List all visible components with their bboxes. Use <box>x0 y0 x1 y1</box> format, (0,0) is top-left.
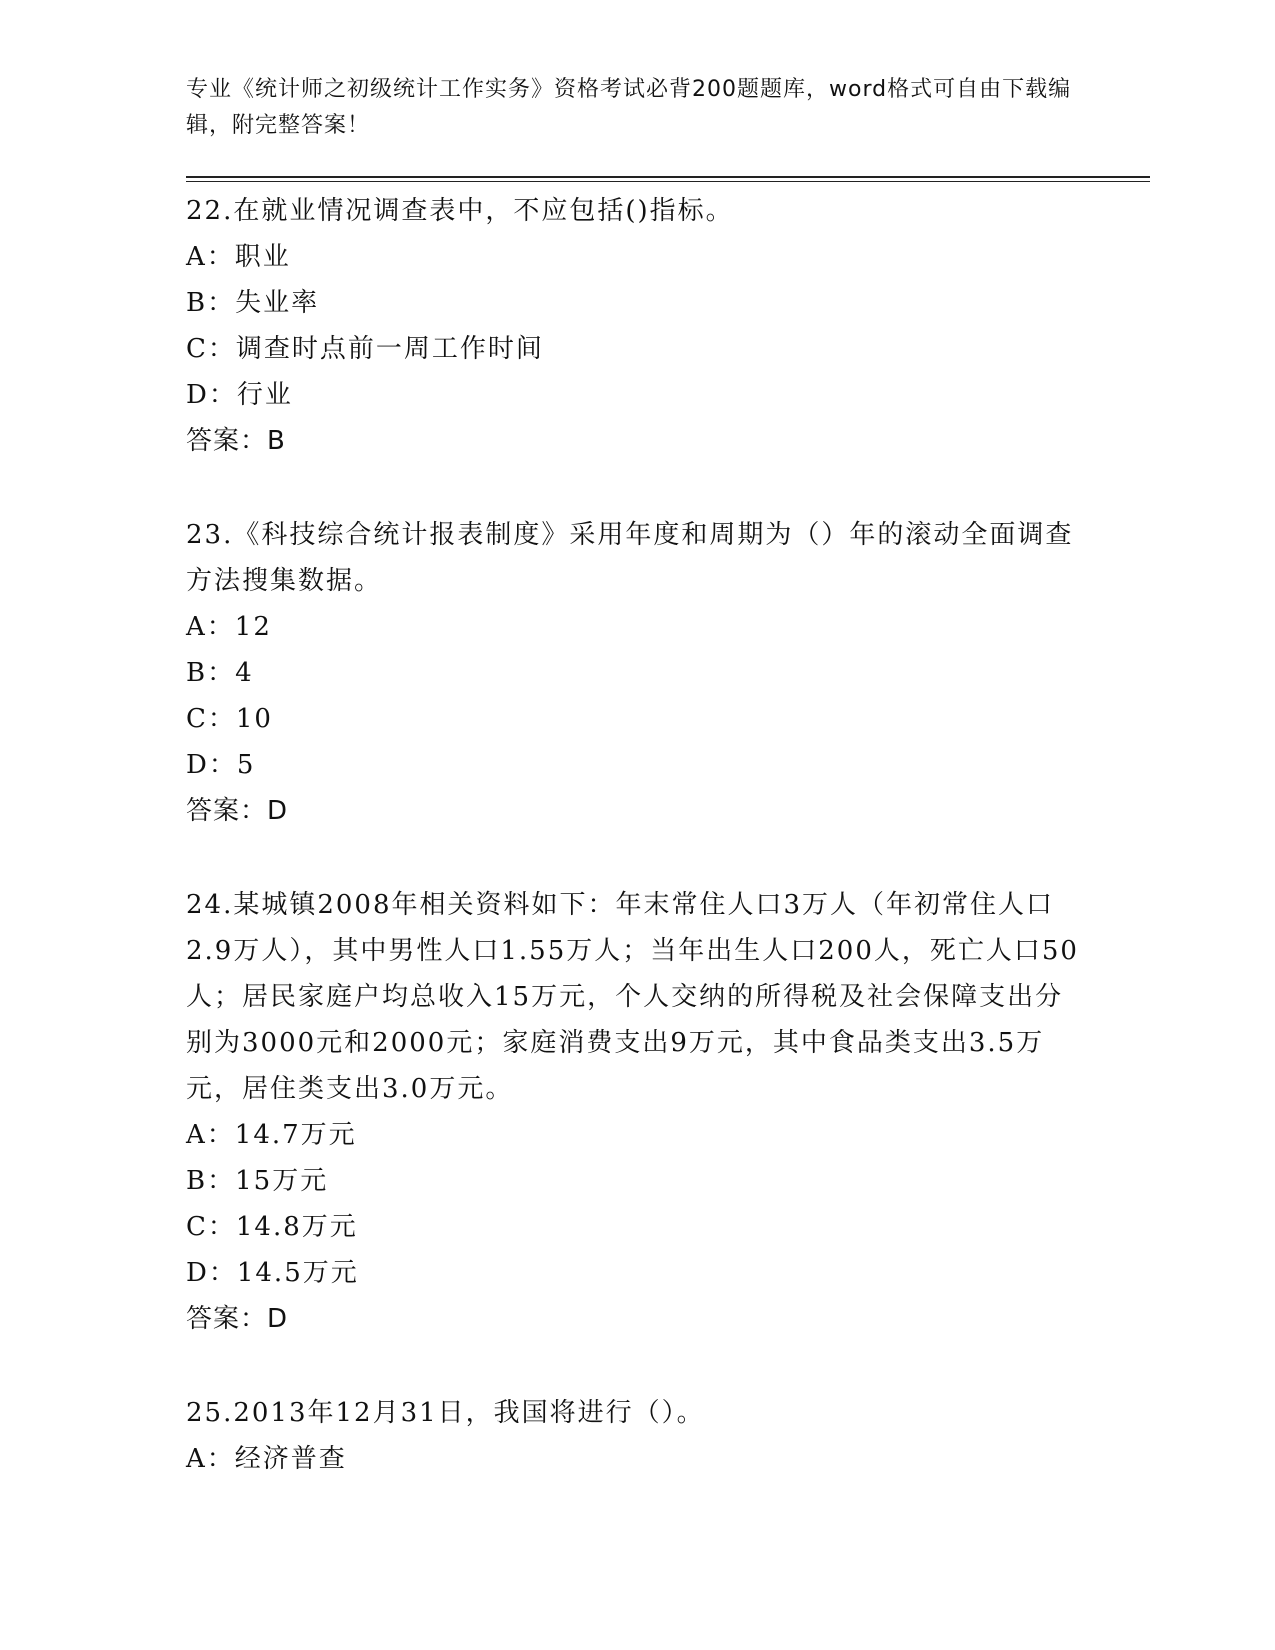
option-c: C：调查时点前一周工作时间 <box>186 334 544 364</box>
question-gap <box>186 834 1086 882</box>
question-stem: 24.某城镇2008年相关资料如下：年末常住人口3万人（年初常住人口2.9万人），其中男性人口1.55万人；当年出生人口200人，死亡人口50人；居民家庭户均总收入15万元，个人交纳的所得税及社会保障支出分别为3000元和2000元；家庭消费支出9万元，其中食品类支出3.5万元，居住类支出3.0万元。 <box>186 890 1079 1104</box>
question-gap <box>186 1342 1086 1390</box>
question-25 <box>186 1390 1086 1482</box>
question-gap <box>186 464 1086 512</box>
answer-line: 答案：D <box>186 1304 289 1334</box>
answer-line: 答案：B <box>186 426 286 456</box>
question-24 <box>186 882 1086 1342</box>
question-22 <box>186 188 1086 464</box>
option-b: B：失业率 <box>186 288 320 318</box>
option-a: A：经济普查 <box>186 1444 347 1474</box>
option-d: D：行业 <box>186 380 293 410</box>
question-list <box>186 188 1086 1482</box>
header-divider-thin <box>186 181 1150 182</box>
option-d: D：5 <box>186 750 256 780</box>
option-c: C：10 <box>186 704 273 734</box>
option-c: C：14.8万元 <box>186 1212 358 1242</box>
question-stem: 23.《科技综合统计报表制度》采用年度和周期为（）年的滚动全面调查方法搜集数据。 <box>186 520 1074 596</box>
option-b: B：4 <box>186 658 254 688</box>
option-a: A：14.7万元 <box>186 1120 357 1150</box>
option-a: A：职业 <box>186 242 291 272</box>
document-header: 专业《统计师之初级统计工作实务》资格考试必背200题题库，word格式可自由下载编辑，附完整答案！ <box>186 77 1072 138</box>
option-a: A：12 <box>186 612 272 642</box>
question-stem: 22.在就业情况调查表中，不应包括()指标。 <box>186 196 734 226</box>
answer-line: 答案：D <box>186 796 289 826</box>
option-b: B：15万元 <box>186 1166 329 1196</box>
question-23 <box>186 512 1086 834</box>
option-d: D：14.5万元 <box>186 1258 359 1288</box>
question-stem: 25.2013年12月31日，我国将进行（）。 <box>186 1398 705 1428</box>
header-divider-thick <box>186 176 1150 178</box>
